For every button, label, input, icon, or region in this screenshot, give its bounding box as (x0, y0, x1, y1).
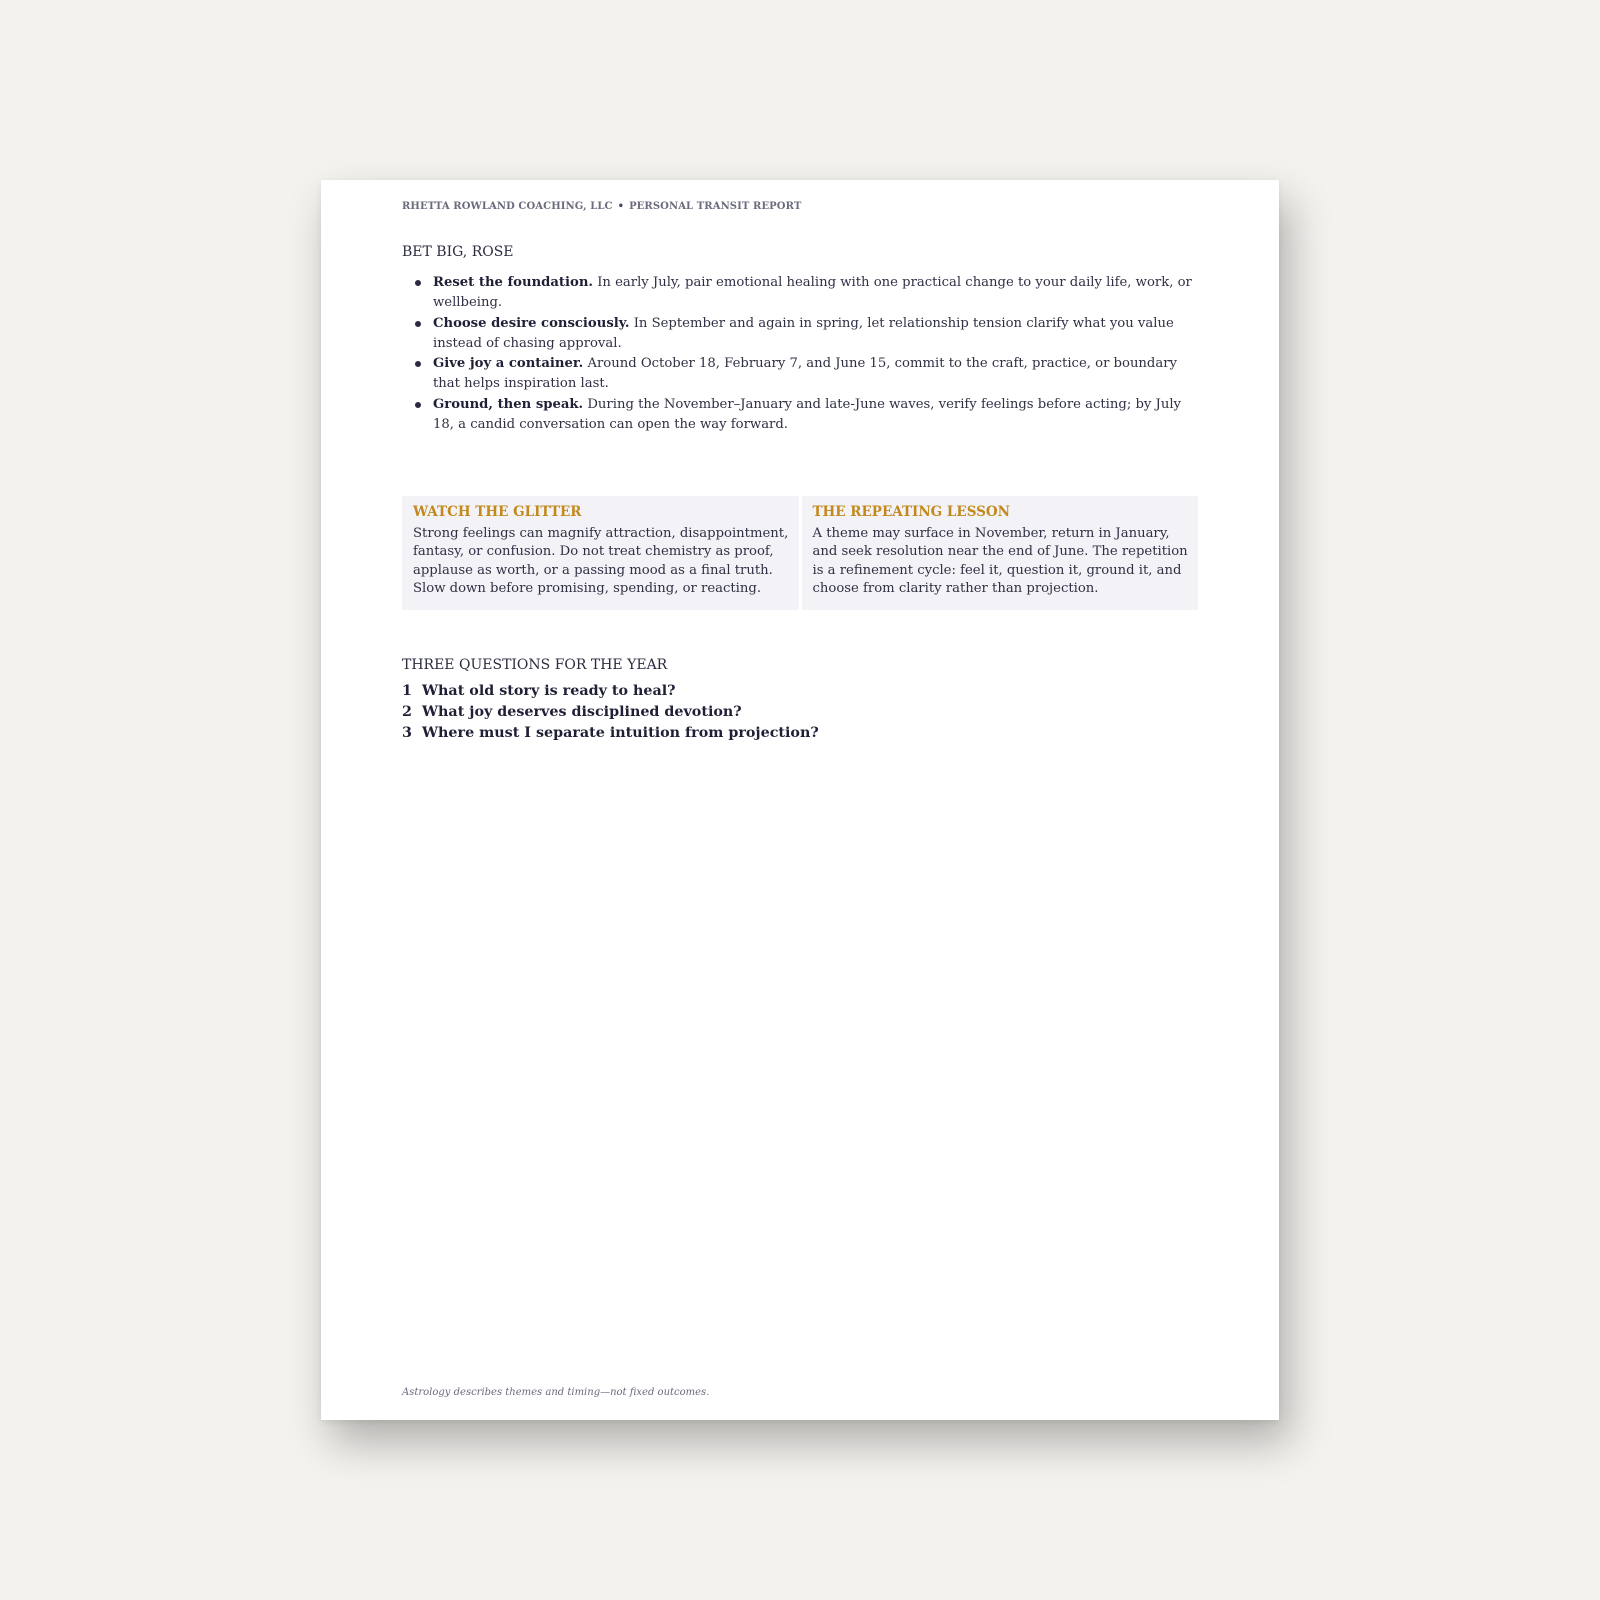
list-item (402, 395, 1198, 436)
list-item-lead: Reset the foundation. (433, 275, 593, 290)
list-item-lead: Choose desire consciously. (433, 315, 630, 331)
list-item (402, 273, 1198, 314)
questions-title: THREE QUESTIONS FOR THE YEAR (402, 657, 668, 673)
header-report-title: PERSONAL TRANSIT REPORT (629, 201, 802, 212)
list-item-text: In September and again in spring, let relationship tension clarify what you value instead of chasing approval. (433, 315, 1174, 351)
callout-watch-the-glitter (402, 496, 799, 610)
question-number: 1 (402, 683, 412, 699)
question-number: 3 (402, 724, 412, 741)
question-text: What old story is ready to heal? (421, 683, 676, 699)
list-item-text: In early July, pair emotional healing with one practical change to your daily life, work, or wellbeing. (433, 275, 1192, 311)
header-separator: • (617, 201, 625, 212)
question-text: Where must I separate intuition from projection? (421, 724, 819, 741)
question-item (402, 723, 819, 744)
callout-body: A theme may surface in November, return in January, and seek resolution near the end of June. The repetition is a refinement cycle: feel it, question it, ground it, and choose from clarity rather than projection. (812, 526, 1188, 597)
questions-list (402, 681, 819, 743)
question-number: 2 (402, 703, 412, 720)
callout-row (402, 496, 1198, 610)
callout-body: Strong feelings can magnify attraction, disappointment, fantasy, or confusion. Do not treat chemistry as proof, applause as worth, or a passing mood as a final truth. Slow down before promising, spending, or reacting. (413, 526, 789, 597)
footer-disclaimer: Astrology describes themes and timing—not fixed outcomes. (402, 1387, 710, 1398)
list-item-lead: Give joy a container. (433, 356, 584, 372)
bullet-icon (415, 321, 421, 327)
header-company: RHETTA ROWLAND COACHING, LLC (402, 201, 613, 212)
list-item (402, 314, 1198, 355)
list-item-lead: Ground, then speak. (433, 396, 584, 412)
page-header (402, 201, 801, 212)
list-item-text: During the November–January and late-June waves, verify feelings before acting; by July 18, a candid conversation can open the way forward. (433, 396, 1181, 433)
question-item (402, 681, 819, 702)
question-text: What joy deserves disciplined devotion? (421, 703, 742, 720)
list-item-text: Around October 18, February 7, and June 15, commit to the craft, practice, or boundary that helps inspiration last. (433, 356, 1177, 392)
callout-title: WATCH THE GLITTER (413, 504, 582, 520)
callout-repeating-lesson (802, 496, 1199, 610)
bullet-icon (415, 402, 421, 408)
callout-title: THE REPEATING LESSON (812, 504, 1010, 520)
list-item (402, 354, 1198, 395)
question-item (402, 702, 819, 723)
bullet-icon (415, 361, 421, 367)
report-page (321, 180, 1279, 1420)
bullet-icon (415, 280, 421, 286)
bet-big-title: BET BIG, ROSE (402, 244, 514, 260)
bet-big-list (402, 273, 1198, 435)
